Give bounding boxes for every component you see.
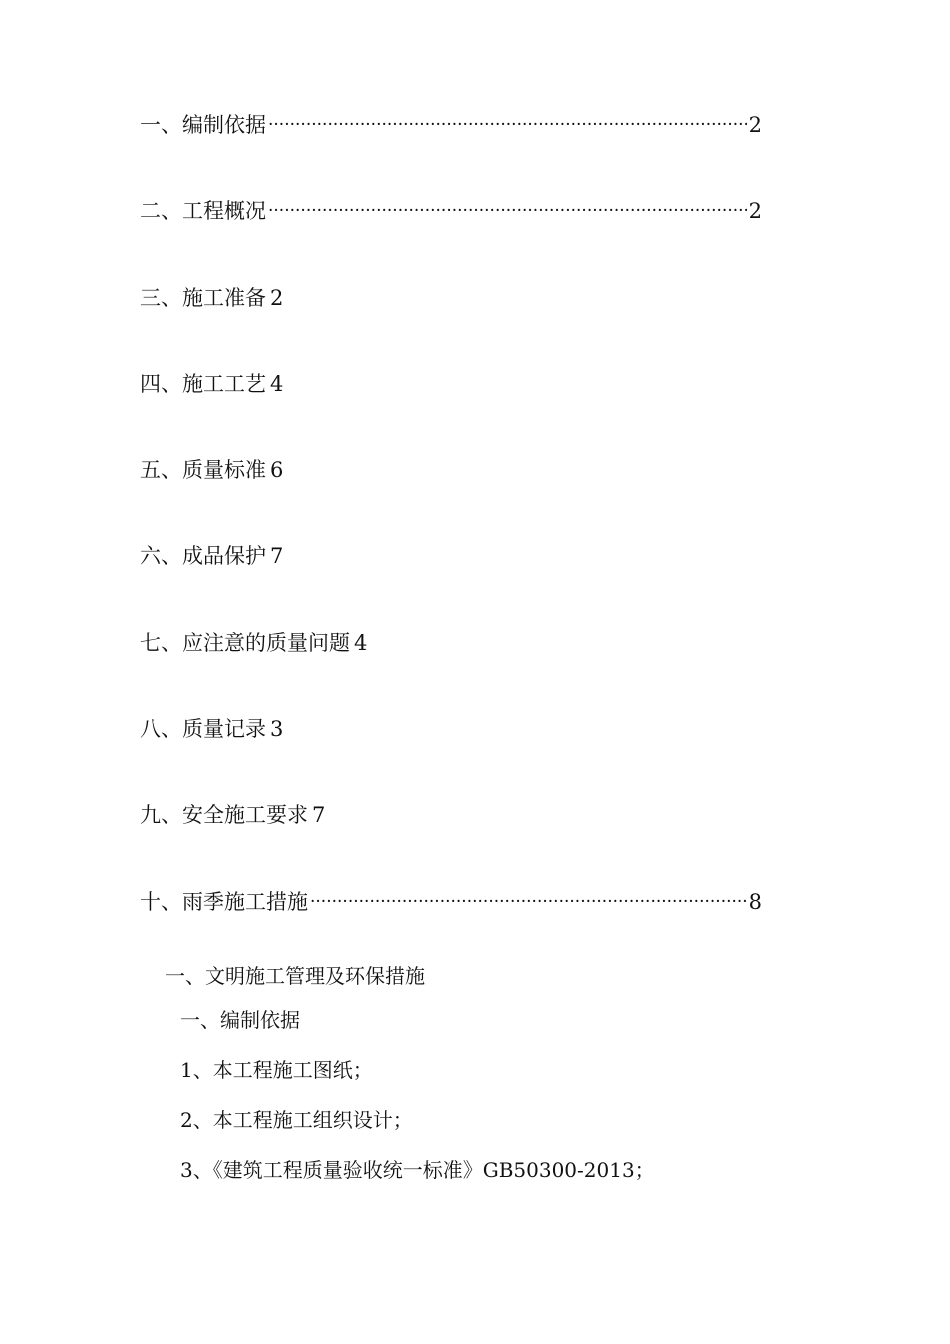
toc-entry-7[interactable]	[140, 622, 762, 708]
toc-entry-page: 4	[270, 371, 284, 396]
paragraph: 1、本工程施工图纸；	[180, 1058, 373, 1082]
toc-entry-page: 3	[270, 717, 284, 742]
toc-entry-3[interactable]	[140, 277, 762, 363]
toc-entry-page: 2	[270, 285, 284, 310]
subsection-heading: 一、编制依据	[180, 1008, 300, 1032]
toc-entry-1[interactable]	[140, 104, 762, 190]
table-of-contents	[140, 104, 762, 967]
toc-entry-title: 四、施工工艺	[140, 371, 266, 396]
toc-entry-title: 十、雨季施工措施	[140, 889, 308, 914]
toc-entry-8[interactable]	[140, 708, 762, 794]
toc-entry-10[interactable]	[140, 881, 762, 967]
toc-entry-title: 一、编制依据	[140, 113, 266, 137]
toc-entry-page: 8	[748, 889, 762, 914]
toc-entry-title: 三、施工准备	[140, 285, 266, 310]
toc-entry-page: 6	[270, 458, 284, 483]
paragraph: 3、《建筑工程质量验收统一标准》GB50300-2013；	[180, 1158, 655, 1182]
toc-entry-2[interactable]	[140, 190, 762, 276]
toc-entry-6[interactable]	[140, 535, 762, 621]
toc-entry-title: 六、成品保护	[140, 544, 266, 569]
toc-entry-5[interactable]	[140, 449, 762, 535]
toc-entry-page: 7	[270, 544, 284, 569]
toc-entry-title: 五、质量标准	[140, 458, 266, 483]
toc-entry-page: 7	[312, 803, 326, 828]
toc-leader-dots	[268, 190, 747, 232]
toc-leader-dots	[310, 881, 747, 923]
toc-entry-title: 九、安全施工要求	[140, 803, 308, 828]
toc-entry-4[interactable]	[140, 363, 762, 449]
toc-entry-title: 二、工程概况	[140, 199, 266, 224]
section-heading: 一、文明施工管理及环保措施	[165, 964, 425, 988]
toc-entry-page: 2	[748, 113, 762, 137]
toc-entry-page: 2	[748, 199, 762, 224]
toc-entry-9[interactable]	[140, 794, 762, 880]
toc-entry-title: 七、应注意的质量问题	[140, 630, 350, 655]
toc-entry-page: 4	[354, 630, 368, 655]
toc-leader-dots	[268, 104, 747, 146]
paragraph: 2、本工程施工组织设计；	[180, 1108, 413, 1132]
toc-entry-title: 八、质量记录	[140, 717, 266, 742]
